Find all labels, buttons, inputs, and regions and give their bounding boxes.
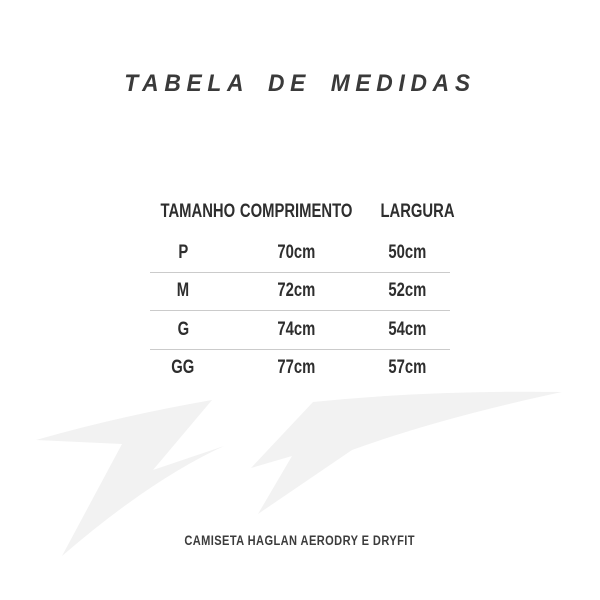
size-value: GG [171,357,195,379]
page-title: TABELA DE MEDIDAS [124,70,476,97]
comprimento-value: 77cm [277,357,315,379]
size-value: M [176,280,190,302]
comprimento-value: 70cm [277,241,315,263]
size-value: P [178,241,188,263]
table-header-row [150,190,455,234]
table-row-g [150,310,450,349]
column-header-largura: LARGURA [380,201,455,222]
largura-value: 54cm [388,318,426,340]
column-header-tamanho: TAMANHO [160,201,236,222]
largura-value: 52cm [388,280,426,302]
largura-value: 50cm [388,241,426,263]
table-row-gg [150,349,450,388]
comprimento-value: 72cm [277,280,315,302]
table-row-p [150,234,450,272]
largura-value: 57cm [388,357,426,379]
size-value: G [177,318,189,340]
product-caption: CAMISETA HAGLAN AERODRY E DRYFIT [184,533,416,548]
comprimento-value: 74cm [277,318,315,340]
column-header-comprimento: COMPRIMENTO [239,201,353,222]
measurements-table [150,190,455,387]
table-row-m [150,272,450,311]
